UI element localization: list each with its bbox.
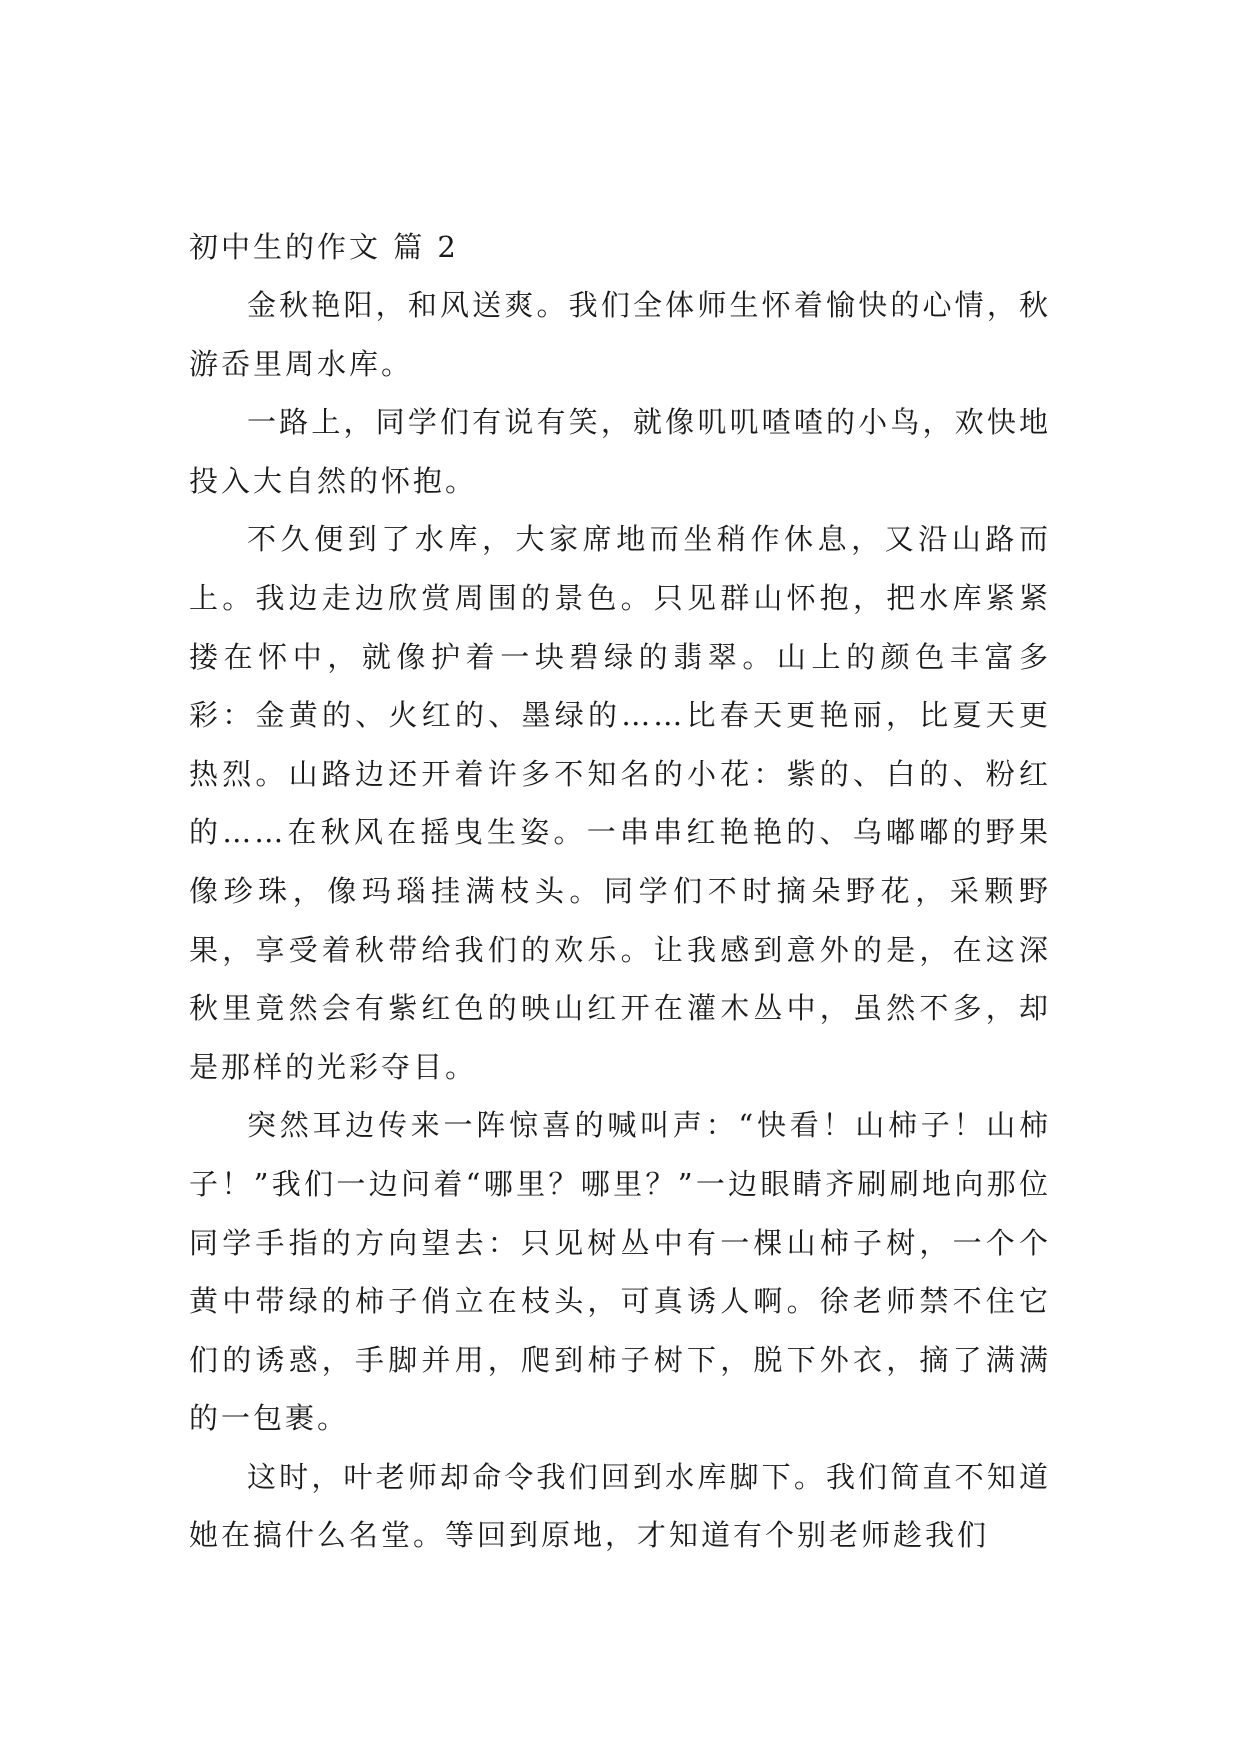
paragraph-5: 这时，叶老师却命令我们回到水库脚下。我们简直不知道她在搞什么名堂。等回到原地，才知道有个别老师趁我们 <box>189 1459 1051 1553</box>
essay-title: 初中生的作文 篇 2 <box>189 230 459 264</box>
document-body <box>189 218 1051 1565</box>
paragraph-4: 突然耳边传来一阵惊喜的喊叫声：“快看！山柿子！山柿子！”我们一边问着“哪里？哪里？”一边眼睛齐刷刷地向那位同学手指的方向望去：只见树丛中有一棵山柿子树，一个个黄中带绿的柿子俏立在枝头，可真诱人啊。徐老师禁不住它们的诱惑，手脚并用，爬到柿子树下，脱下外衣，摘了满满的一包裹。 <box>189 1108 1051 1436</box>
paragraph-3: 不久便到了水库，大家席地而坐稍作休息，又沿山路而上。我边走边欣赏周围的景色。只见群山怀抱，把水库紧紧搂在怀中，就像护着一块碧绿的翡翠。山上的颜色丰富多彩：金黄的、火红的、墨绿的……比春天更艳丽，比夏天更热烈。山路边还开着许多不知名的小花：紫的、白的、粉红的……在秋风在摇曳生姿。一串串红艳艳的、乌嘟嘟的野果像珍珠，像玛瑙挂满枝头。同学们不时摘朵野花，采颗野果，享受着秋带给我们的欢乐。让我感到意外的是，在这深秋里竟然会有紫红色的映山红开在灌木丛中，虽然不多，却是那样的光彩夺目。 <box>189 522 1051 1084</box>
paragraph-1: 金秋艳阳，和风送爽。我们全体师生怀着愉快的心情，秋游岙里周水库。 <box>189 288 1051 381</box>
paragraph-2: 一路上，同学们有说有笑，就像叽叽喳喳的小鸟，欢快地投入大自然的怀抱。 <box>189 405 1051 498</box>
